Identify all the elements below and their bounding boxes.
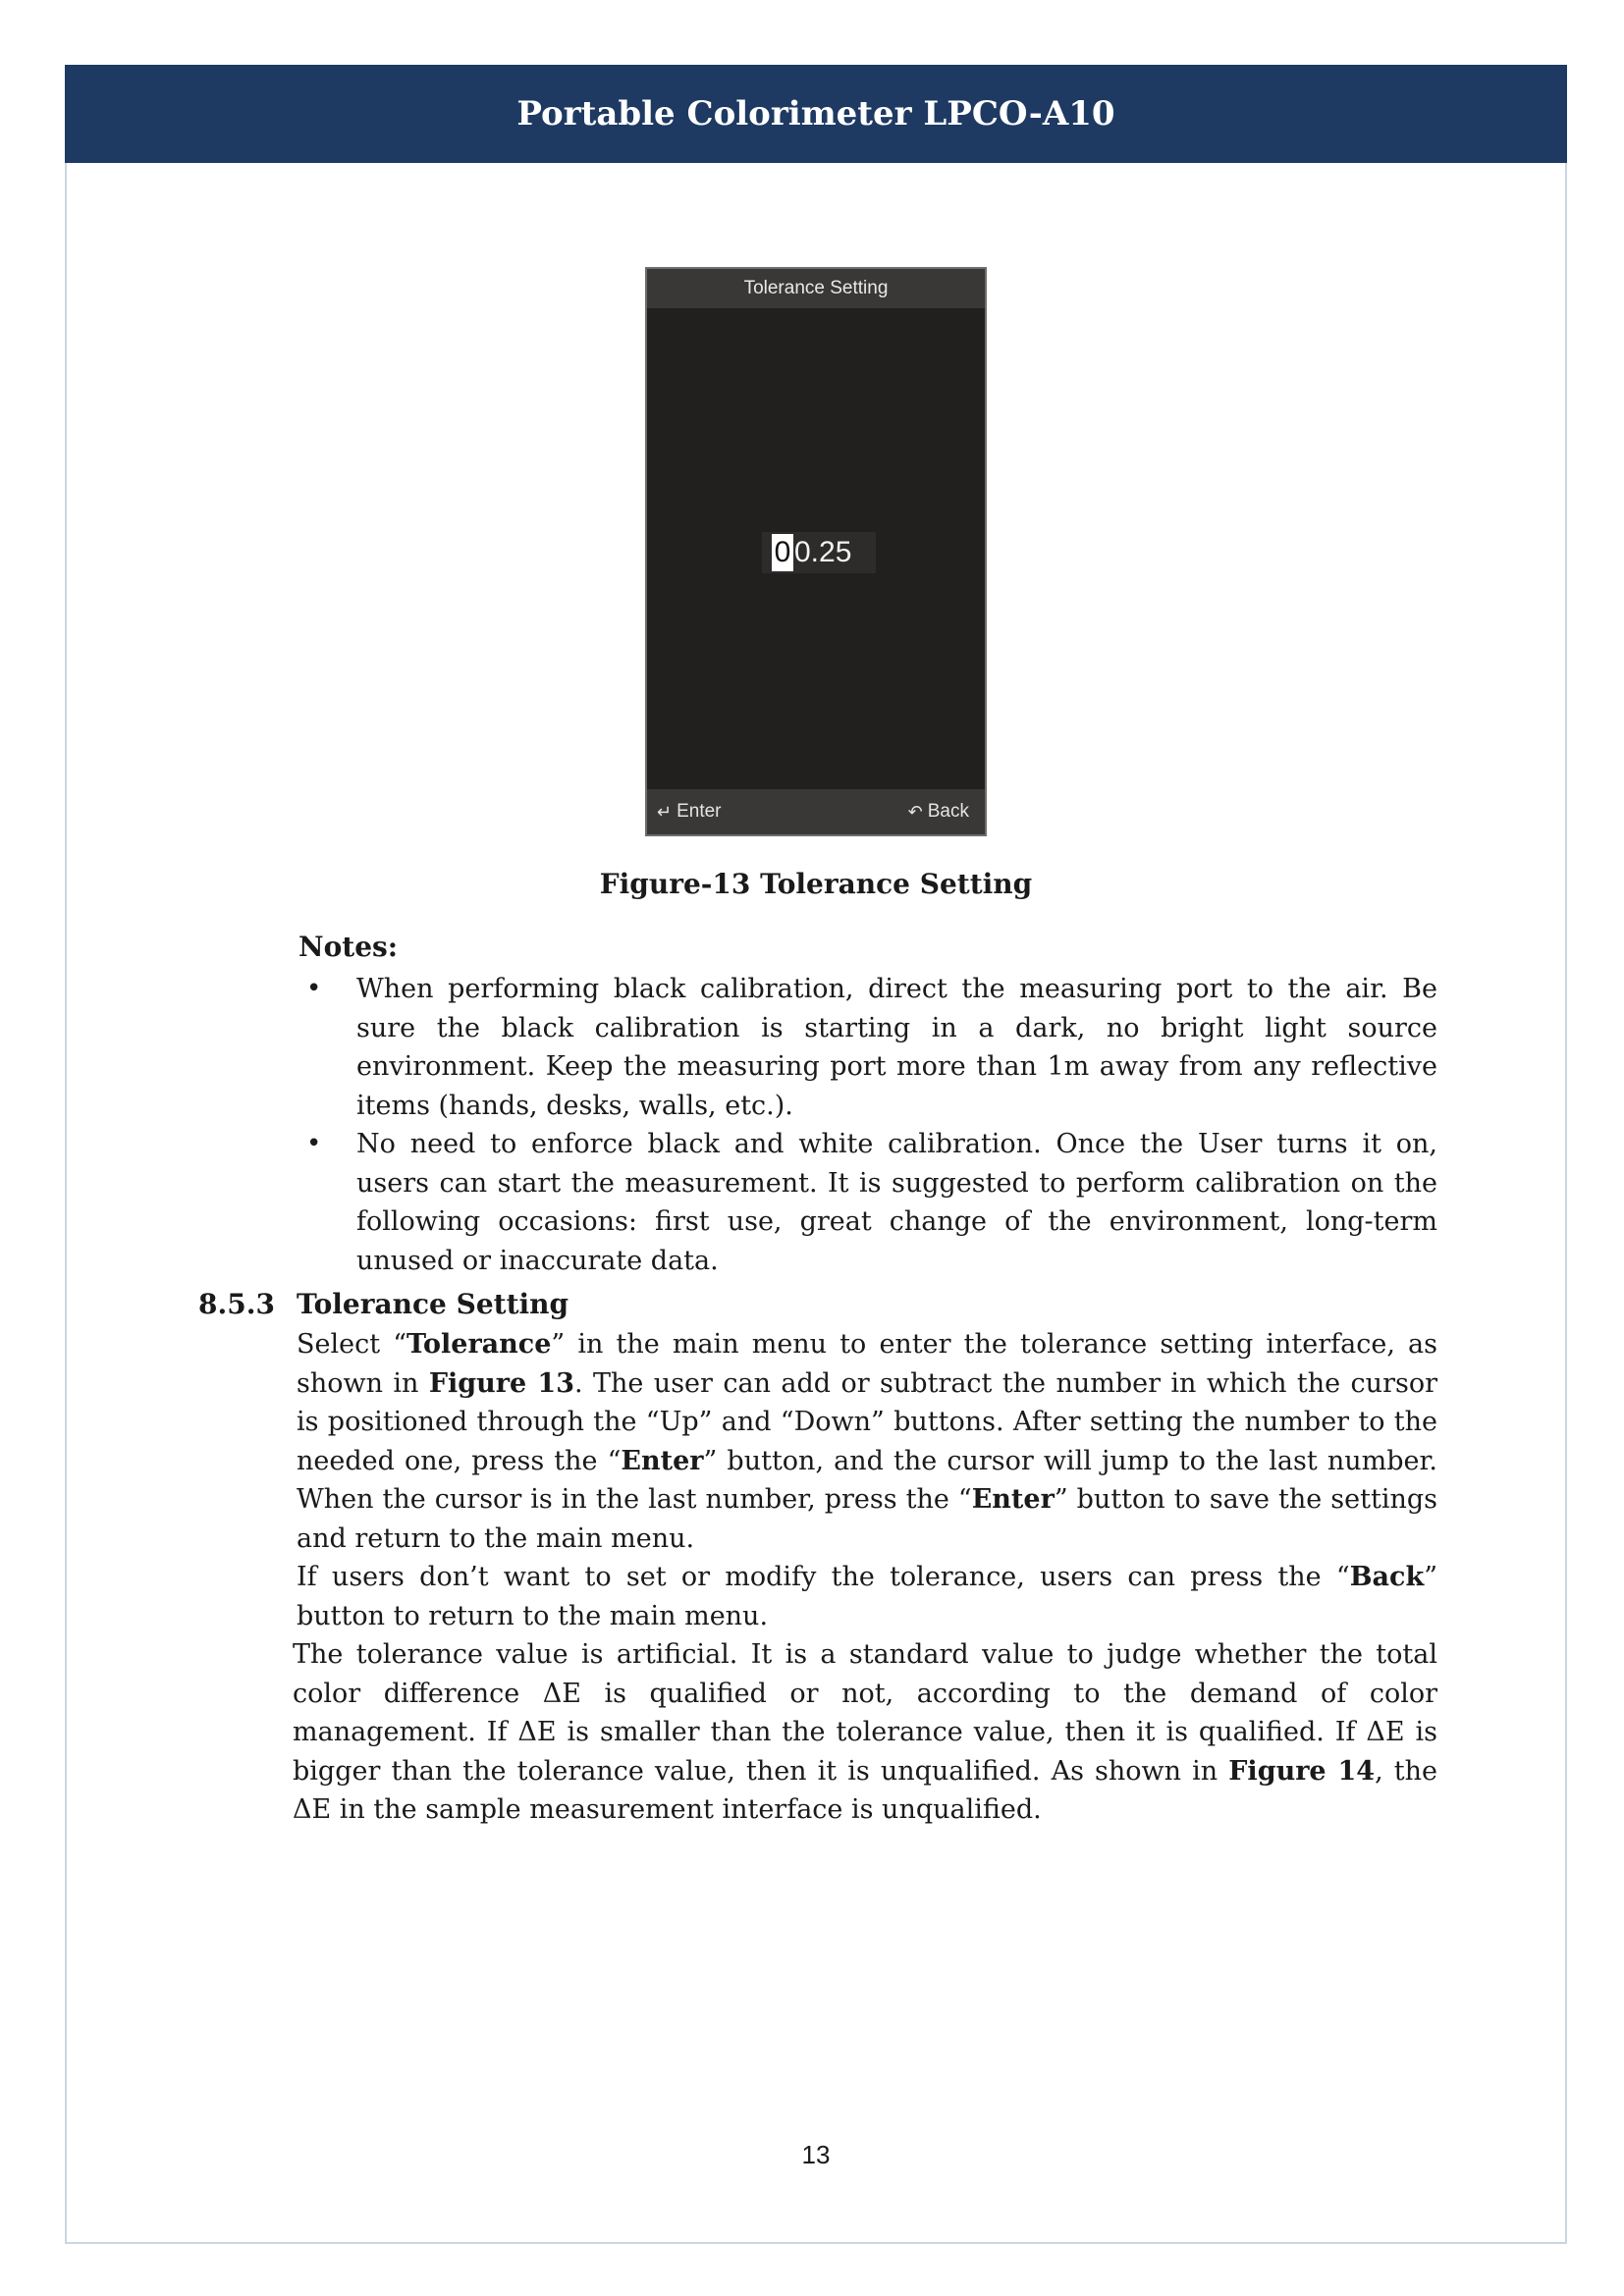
enter-softkey-label: Enter [677,801,722,822]
screen-title-bar [647,269,985,308]
bullet-icon: • [306,974,322,1003]
paragraph-tolerance-value [293,1635,1437,1830]
list-item [298,1125,1437,1280]
notes-list [298,970,1437,1280]
list-item [298,970,1437,1125]
back-softkey-label: Back [927,801,969,822]
notes-heading: Notes: [298,931,399,963]
text-run: . The user can add or subtract the number in which the cursor is positioned through the “Up” and “Down” buttons. After setting the number to the needed one, press the “ [297,1367,1437,1476]
back-softkey [908,801,969,823]
device-screen-figure [645,267,987,836]
back-arrow-icon: ↶ [907,801,923,822]
enter-softkey [657,801,722,823]
text-run: If users don’t want to set or modify the tolerance, users can press the “ [297,1562,1350,1592]
section-title: Tolerance Setting [297,1288,569,1320]
note-text: No need to enforce black and white calibration. Once the User turns it on, users can start the measurement. It is suggested to perform calibration on the following occasions: first use, great change of the environment, long-term unused or inaccurate data. [356,1129,1437,1276]
tolerance-value-field [762,532,876,573]
paragraph-tolerance-intro [297,1325,1437,1558]
section-number: 8.5.3 [198,1288,275,1320]
bold-term: Enter [971,1484,1055,1515]
document-header [65,65,1567,163]
text-run: ” button to return to the main menu. [297,1562,1437,1631]
text-run: ” button, and the cursor will jump to the last number. When the cursor is in the last number, press the “ [297,1445,1437,1515]
bold-term: Tolerance [406,1329,552,1360]
figure-caption: Figure-13 Tolerance Setting [599,868,1033,900]
text-run: Select “ [297,1329,406,1360]
tolerance-value: 0.25 [794,536,852,568]
bold-term: Enter [621,1445,704,1476]
text-run: , the ΔE in the sample measurement interface is unqualified. [293,1755,1437,1825]
text-run: The tolerance value is artificial. It is a standard value to judge whether the total color difference ΔE is qualified or not, according to the demand of color management. If ΔE is smaller than the tolerance value, then it is qualified. If ΔE is bigger than the tolerance value, then it is unqualified. As shown in [293,1639,1437,1787]
cursor-digit: 0 [772,534,793,571]
screen-title: Tolerance Setting [743,278,889,298]
text-run: ” button to save the settings and return to the main menu. [297,1484,1437,1554]
document-title: Portable Colorimeter LPCO-A10 [516,94,1115,133]
note-text: When performing black calibration, direct the measuring port to the air. Be sure the black calibration is starting in a dark, no bright light source environment. Keep the measuring port more than 1m away from any reflective items (hands, desks, walls, etc.). [356,974,1437,1121]
text-run: ” in the main menu to enter the tolerance setting interface, as shown in [297,1329,1437,1399]
figure-reference: Figure 13 [428,1367,575,1399]
page-number: 13 [801,2140,831,2169]
paragraph-back [297,1558,1437,1635]
figure-reference: Figure 14 [1228,1755,1376,1787]
enter-arrow-icon: ↵ [657,801,673,822]
bold-term: Back [1349,1562,1425,1592]
bullet-icon: • [306,1129,322,1158]
screen-softkey-bar [647,789,985,834]
